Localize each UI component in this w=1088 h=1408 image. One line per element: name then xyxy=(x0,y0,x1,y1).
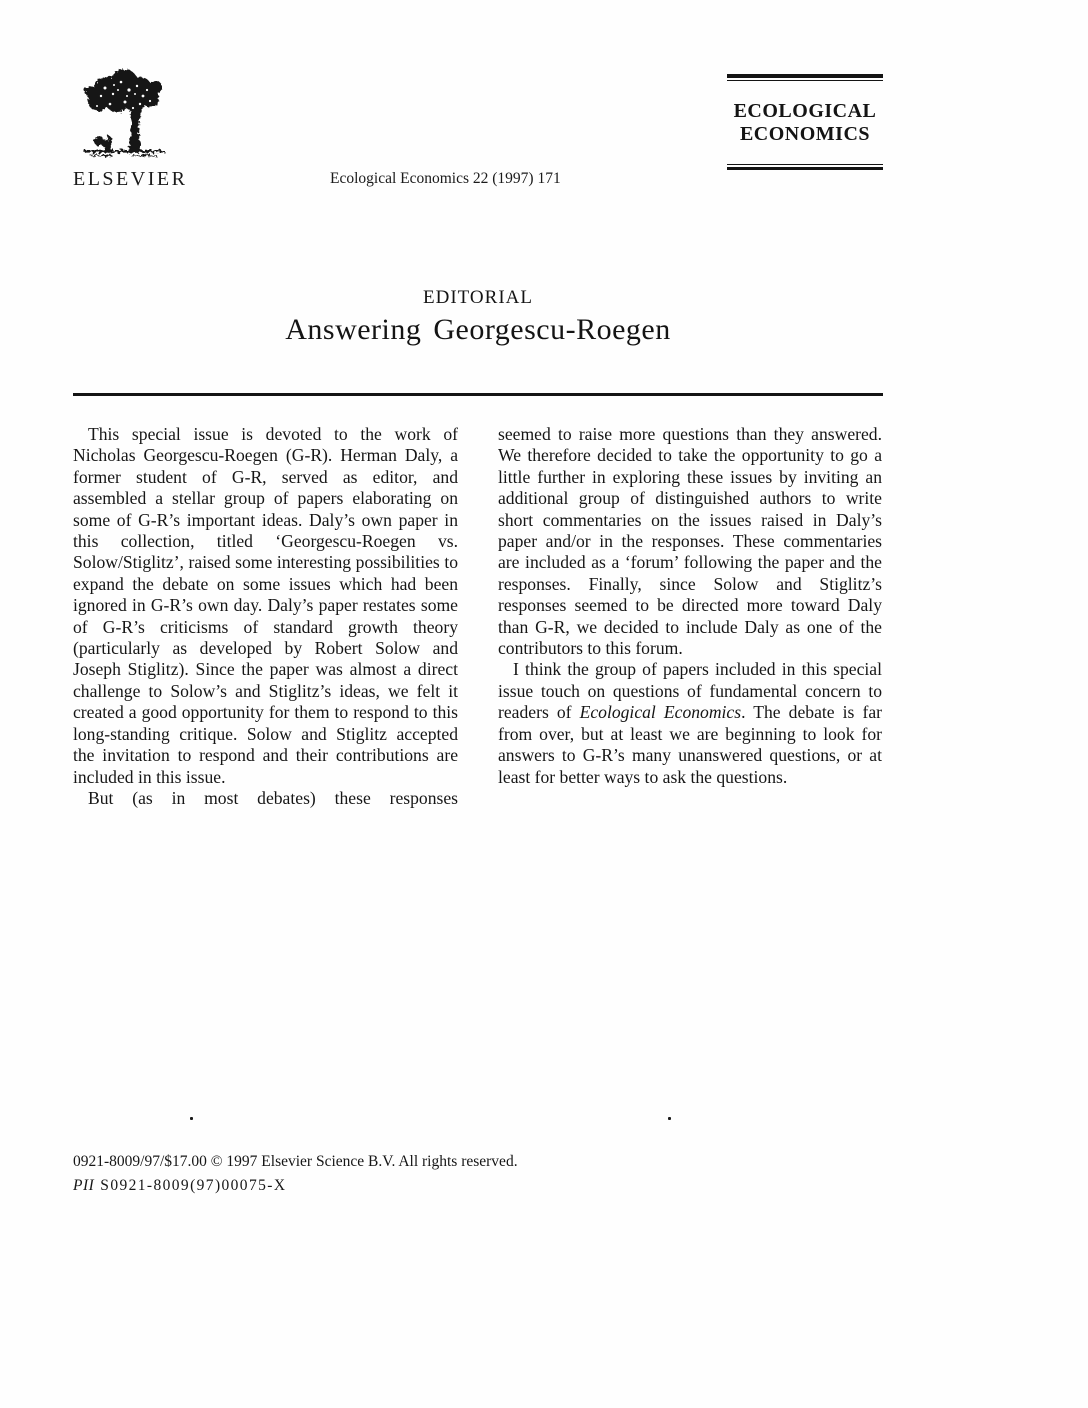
article-title: Answering Georgescu-Roegen xyxy=(285,313,671,346)
masthead-title xyxy=(727,100,883,146)
journal-citation: Ecological Economics 22 (1997) 171 xyxy=(330,170,561,187)
pii-line xyxy=(73,1177,286,1195)
masthead-rule-bottom-thick xyxy=(727,167,883,171)
body-column-left xyxy=(73,424,458,809)
masthead-rule-top-thick xyxy=(727,74,883,78)
publisher-block xyxy=(73,66,188,191)
paragraph-2-end: seemed to raise more questions than they answered. We therefore decided to take the opportunity to go a little further in exploring these issues by inviting an additional group of distinguished authors to write short commentaries on the issues raised in Daly’s paper and/or in the responses. These commentaries are included as a ‘forum’ following the paper and the responses. Finally, since Solow and Stiglitz’s responses seemed to be directed more toward Daly than G-R, we decided to include Daly as one of the contributors to this forum. xyxy=(498,424,882,659)
title-rule xyxy=(73,393,883,396)
body-column-right xyxy=(498,424,882,788)
publisher-name: ELSEVIER xyxy=(73,168,188,190)
journal-masthead xyxy=(727,74,883,170)
scan-dot-right xyxy=(668,1117,671,1120)
masthead-title-line1: ECOLOGICAL xyxy=(733,99,877,122)
paragraph-2-start: But (as in most debates) these responses xyxy=(88,787,458,808)
paragraph-3 xyxy=(498,659,882,787)
masthead-rule-top-thin xyxy=(727,80,883,81)
copyright-line: 0921-8009/97/$17.00 © 1997 Elsevier Science B.V. All rights reserved. xyxy=(73,1153,518,1170)
paragraph-1: This special issue is devoted to the work of Nicholas Georgescu-Roegen (G-R). Herman Daly, a former student of G-R, served as editor, and assembled a stellar group of papers elaborating on some of G-R’s important ideas. Daly’s own paper in this collection, titled ‘Georgescu-Roegen vs. Solow/Stiglitz’, raised some interesting possibilities to expand the debate on some issues which had been ignored in G-R’s own day. Daly’s paper restates some of G-R’s criticisms of standard growth theory (particularly as developed by Robert Solow and Joseph Stiglitz). Since the paper was almost a direct challenge to Solow’s and Stiglitz’s ideas, we felt it created a good opportunity for them to respond to this long-standing critique. Solow and Stiglitz accepted the invitation to respond and their contributions are included in this issue. xyxy=(73,424,458,787)
elsevier-tree-logo xyxy=(77,66,177,166)
masthead-rule-bottom-thin xyxy=(727,164,883,165)
section-label: EDITORIAL xyxy=(423,287,533,308)
pii-label: PII xyxy=(73,1177,95,1194)
paragraph-3-text-end: . The debate is far from over, but at least we are beginning to look for answers to G-R’s many unanswered questions, or at least for better ways to ask the questions. xyxy=(498,702,882,787)
pii-value: S0921-8009(97)00075-X xyxy=(100,1177,287,1194)
scan-dot-left xyxy=(190,1117,193,1120)
journal-name-italic: Ecological Economics xyxy=(579,702,742,723)
paragraph-3-text: I think the group of papers included in this special issue touch on questions of fundamental concern to readers of xyxy=(498,659,882,723)
masthead-title-line2: ECONOMICS xyxy=(739,122,871,145)
masthead-rule-bottom xyxy=(727,164,883,171)
